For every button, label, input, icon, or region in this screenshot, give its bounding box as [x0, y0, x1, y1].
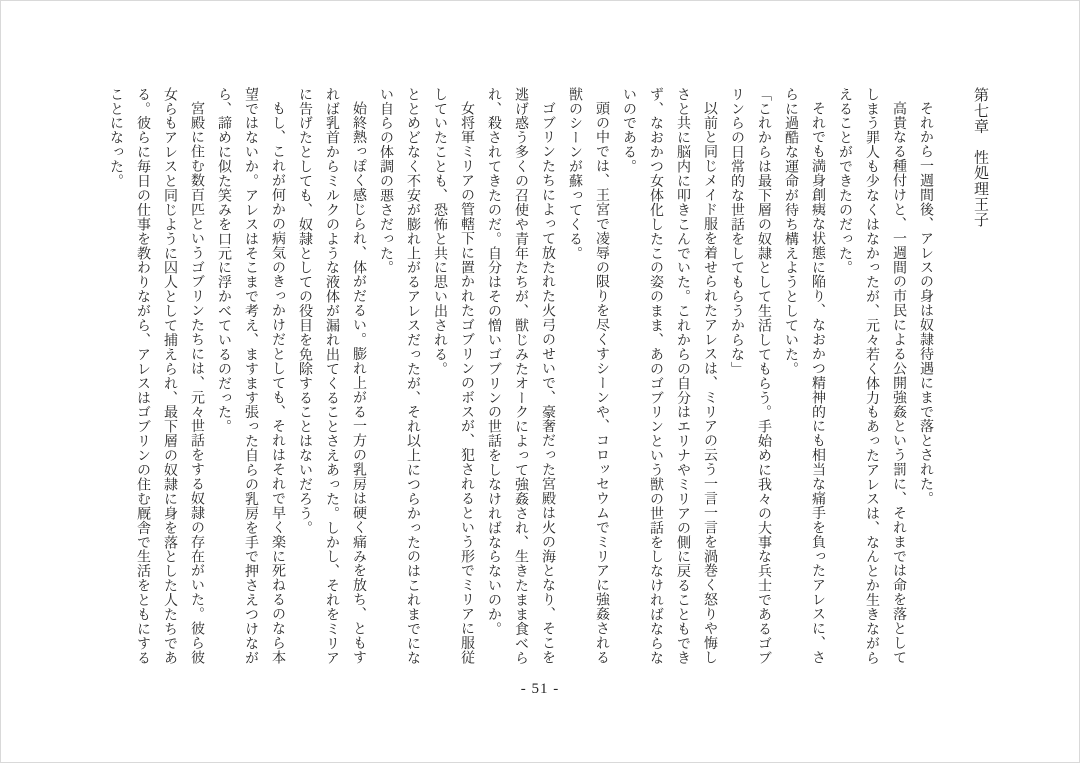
body-text	[102, 87, 939, 665]
chapter-title: 第七章 性処理王子	[972, 87, 988, 228]
paragraph: ゴブリンたちによって放たれた火弓のせいで、豪奢だった宮殿は火の海となり、そこを逃げ惑う多くの召使や青年たちが、獣じみたオークによって強姦され、生きたまま食べられ、殺されてきたのだ。自分はその憎いゴブリンの世話をしなければならないのか。	[486, 87, 555, 665]
paragraph: それでも満身創痍な状態に陥り、なおかつ精神的にも相当な痛手を負ったアレスに、さらに過酷な運命が待ち構えようとしていた。	[783, 87, 825, 665]
paragraph: 女将軍ミリアの管轄下に置かれたゴブリンのボスが、犯されるという形でミリアに服従していたことも、恐怖と共に思い出される。	[432, 87, 474, 665]
paragraph: 始終熱っぽく感じられ、体がだるい。膨れ上がる一方の乳房は硬く痛みを放ち、ともすれば乳首からミルクのような液体が漏れ出てくることさえあった。しかし、それをミリアに告げたとしても、奴隷としての役目を免除することはないだろう。	[297, 87, 366, 665]
paragraph: ととめどなく不安が膨れ上がるアレスだったが、それ以上につらかったのはこれまでにない自らの体調の悪さだった。	[378, 87, 420, 665]
paragraph: 以前と同じメイド服を着せられたアレスは、ミリアの云う一言一言を渦巻く怒りや悔しさと共に脳内に叩きこんでいた。これからの自分はエリナやミリアの側に戻ることもできず、なおかつ女体化したこの姿のまま、あのゴブリンという獣の世話をしなければならないのである。	[621, 87, 717, 665]
paragraph: 頭の中では、王宮で凌辱の限りを尽くすシーンや、コロッセウムでミリアに強姦される獣のシーンが蘇ってくる。	[567, 87, 609, 665]
paragraph: 「これからは最下層の奴隷として生活してもらう。手始めに我々の大事な兵士であるゴブリンらの日常的な世話をしてもらうからな」	[729, 87, 771, 665]
paragraph: 宮殿に住む数百匹というゴブリンたちには、元々世話をする奴隷の存在がいた。彼ら彼女らもアレスと同じように囚人として捕えられ、最下層の奴隷に身を落とした人たちである。彼らに毎日の仕事を教わりながら、アレスはゴブリンの住む厩舎で生活をともにすることになった。	[108, 87, 204, 665]
vertical-text-flow	[102, 87, 991, 665]
paragraph: それから一週間後、アレスの身は奴隷待遇にまで落とされた。	[918, 101, 933, 507]
paragraph: もし、これが何かの病気のきっかけだとしても、それはそれで早く楽に死ねるのなら本望ではないか。アレスはそこまで考え、ますます張った自らの乳房を手で押さえつけながら、諦めに似た笑みを口元に浮かべているのだった。	[216, 87, 285, 665]
page-number: - 51 -	[520, 681, 560, 697]
paragraph: 高貴なる種付けと、一週間の市民による公開強姦という罰に、それまでは命を落としてしまう罪人も少なくはなかったが、元々若く体力もあったアレスは、なんとか生きながらえることができたのだった。	[837, 87, 906, 665]
